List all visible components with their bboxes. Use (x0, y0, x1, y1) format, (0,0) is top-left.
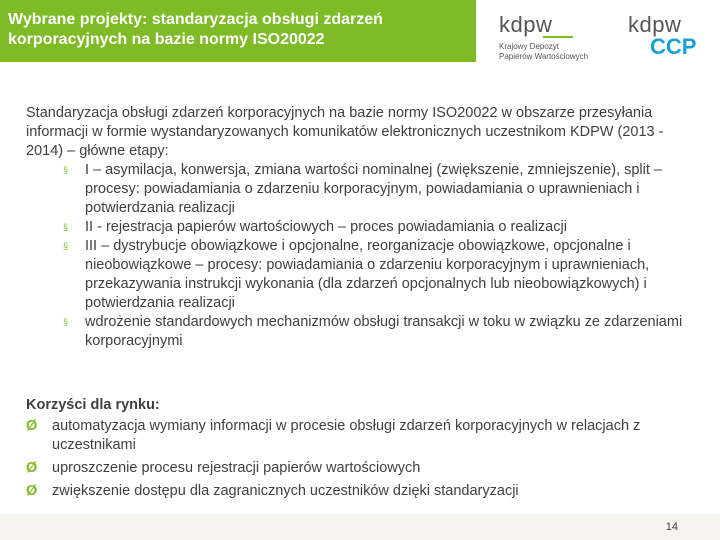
list-item (63, 237, 696, 313)
benefits-list (26, 417, 696, 501)
stage-text: III – dystrybucje obowiązkowe i opcjonalne, reorganizacje obowiązkowe, opcjonalne i nieobowiązkowe – procesy: powiadamiania o zdarzeniu korporacyjnym i uprawnieniach, przekazywania instrukcji wykonania (dla zdarzeń opcjonalnych lub nieobowiązkowych) i potwierdzania realizacji (85, 238, 650, 311)
stages-list (26, 161, 696, 351)
kdpw-ccp-logo (628, 12, 718, 68)
benefit-text: automatyzacja wymiany informacji w procesie obsługi zdarzeń korporacyjnych w relacjach z uczestnikami (52, 418, 641, 453)
stage-text: II - rejestracja papierów wartościowych – proces powiadamiania o realizacji (85, 219, 567, 235)
slide-title: Wybrane projekty: standaryzacja obsługi zdarzeń korporacyjnych na bazie normy ISO20022 (8, 11, 383, 48)
footer-bar (0, 514, 720, 540)
page-number: 14 (665, 521, 678, 533)
kdpw-ccp-logo-ccp: CCP (650, 34, 697, 59)
kdpw-logo-line2: Papierów Wartościowych (499, 52, 589, 61)
stage-text: wdrożenie standardowych mechanizmów obsługi transakcji w toku w związku ze zdarzeniami korporacyjnymi (85, 314, 683, 349)
bullet-marker-icon: § (63, 241, 69, 251)
kdpw-logo-word: kdpw (499, 12, 553, 37)
arrow-bullet-icon: Ø (26, 418, 38, 434)
arrow-bullet-icon: Ø (26, 460, 38, 476)
benefits-section (26, 396, 696, 505)
stage-text: I – asymilacja, konwersja, zmiana wartości nominalnej (zwiększenie, zmniejszenie), split – procesy: powiadamiania o zdarzeniu korporacyjnym, powiadamiania o uprawnieniach i potwierdzania realizacji (85, 162, 662, 216)
benefit-text: uproszczenie procesu rejestracji papierów wartościowych (52, 460, 421, 476)
benefits-heading: Korzyści dla rynku: (26, 397, 160, 413)
arrow-bullet-icon: Ø (26, 483, 38, 499)
bullet-marker-icon: § (63, 317, 69, 327)
list-item (63, 218, 696, 237)
intro-paragraph: Standaryzacja obsługi zdarzeń korporacyjnych na bazie normy ISO20022 w obszarze przesyłania informacji w formie wystandaryzowanych komunikatów elektronicznych uczestnikom KDPW (2013 - 2014) – główne etapy: (26, 105, 664, 159)
main-content (26, 104, 696, 351)
list-item (63, 161, 696, 218)
list-item (26, 482, 696, 501)
kdpw-logo (499, 12, 619, 68)
list-item (26, 417, 696, 455)
kdpw-logo-line1: Krajowy Depozyt (499, 42, 560, 51)
list-item (63, 313, 696, 351)
benefit-text: zwiększenie dostępu dla zagranicznych uczestników dzięki standaryzacji (52, 483, 519, 499)
bullet-marker-icon: § (63, 165, 69, 175)
kdpw-ccp-logo-word: kdpw (628, 12, 682, 37)
bullet-marker-icon: § (63, 222, 69, 232)
title-bar (0, 0, 476, 62)
list-item (26, 459, 696, 478)
